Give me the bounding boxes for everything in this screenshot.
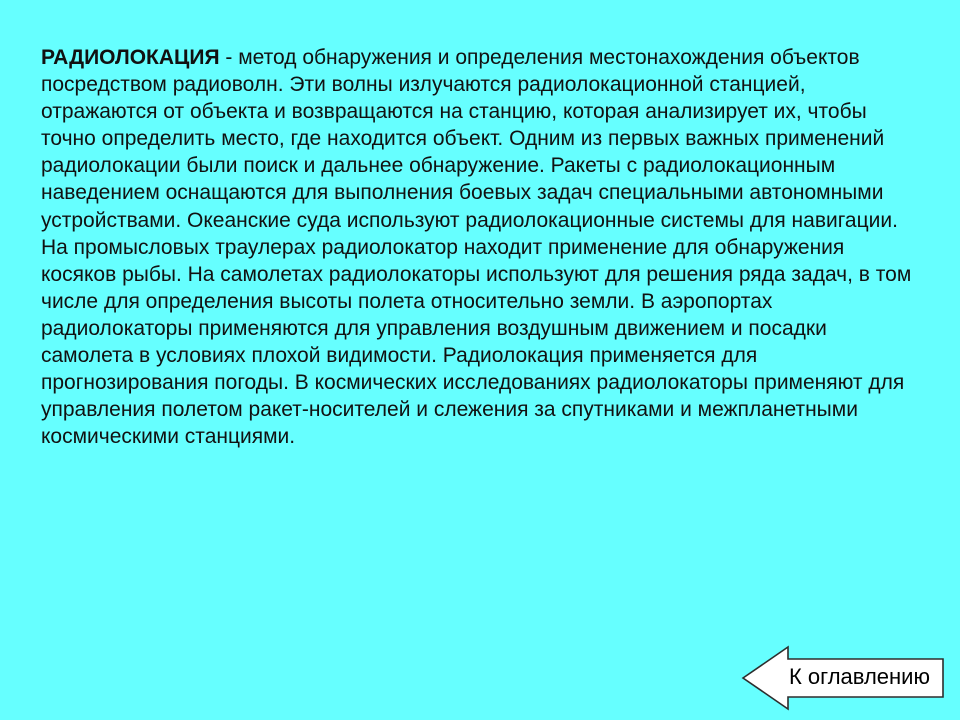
term-heading: РАДИОЛОКАЦИЯ	[41, 46, 220, 69]
slide-body-text	[41, 44, 921, 450]
definition-text: - метод обнаружения и определения местонахождения объектов посредством радиоволн. Эти волны излучаются радиолокационной станцией, отражаются от объекта и возвращаются на станцию, которая анализирует их, чтобы точно определить место, где находится объект. Одним из первых важных применений радиолокации были поиск и дальнее обнаружение. Ракеты с радиолокационным наведением оснащаются для выполнения боевых задач специальными автономными устройствами. Океанские суда используют радиолокационные системы для навигации. На промысловых траулерах радиолокатор находит применение для обнаружения косяков рыбы. На самолетах радиолокаторы используют для решения ряда задач, в том числе для определения высоты полета относительно земли. В аэропортах радиолокаторы применяются для управления воздушным движением и посадки самолета в условиях плохой видимости. Радиолокация применяется для прогнозирования погоды. В космических исследованиях радиолокаторы применяют для управления полетом ракет-носителей и слежения за спутниками и межпланетными космическими станциями.	[41, 46, 912, 449]
back-to-contents-button[interactable]	[741, 645, 946, 711]
back-to-contents-label: К оглавлению	[789, 664, 930, 689]
